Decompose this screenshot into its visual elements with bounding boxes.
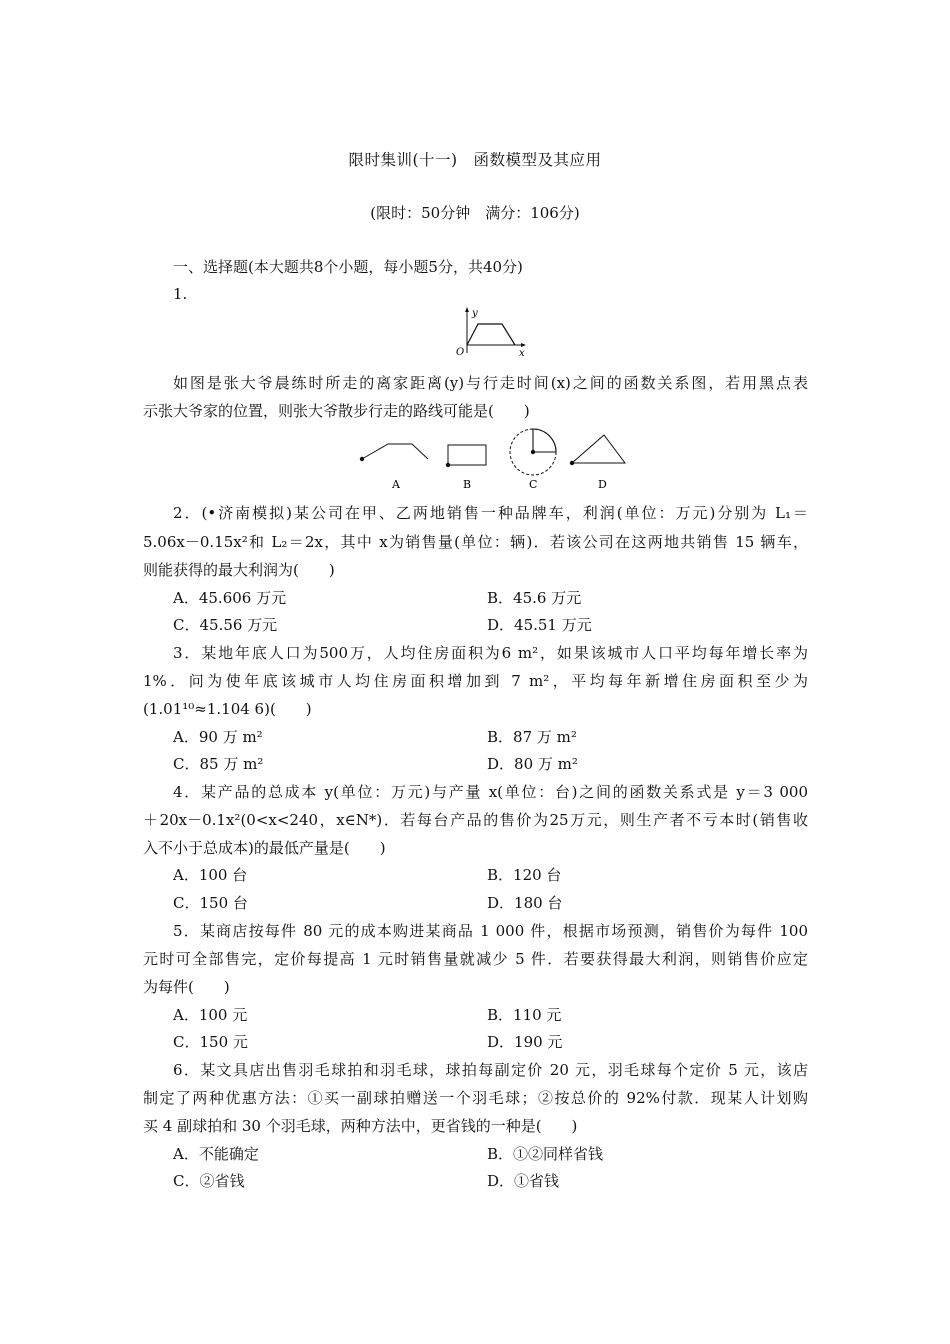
graph-x-arrow — [521, 343, 526, 347]
q4-line1: 4．某产品的总成本 y(单位：万元)与产量 x(单位：台)之间的函数关系式是 y＝3 000 — [173, 783, 808, 801]
q2-option-a: A．45.606 万元 — [173, 589, 287, 607]
q6-line3: 买 4 副球拍和 30 个羽毛球，两种方法中，更省钱的一种是( ) — [143, 1117, 578, 1135]
q1-distance-time-graph — [452, 305, 534, 360]
route-d-label: D — [598, 478, 607, 491]
q6-option-a: A．不能确定 — [173, 1145, 259, 1163]
q6-option-d: D．①省钱 — [487, 1172, 560, 1190]
q3-option-a: A．90 万 m² — [173, 728, 263, 746]
q5-line3: 为每件( ) — [143, 978, 230, 996]
route-a-path — [362, 444, 428, 459]
q1-text-line2: 示张大爷家的位置，则张大爷散步行走的路线可能是( ) — [143, 402, 530, 420]
q3-option-c: C．85 万 m² — [173, 755, 264, 773]
q6-option-b: B．①②同样省钱 — [487, 1145, 604, 1163]
q2-option-b: B．45.6 万元 — [487, 589, 582, 607]
q5-line2: 元时可全部售完，定价每提高 1 元时销售量就减少 5 件．若要获得最大利润，则销售价应定 — [143, 950, 808, 968]
route-d-path — [572, 435, 625, 463]
q3-option-d: D．80 万 m² — [487, 755, 578, 773]
q2-option-d: D．45.51 万元 — [487, 616, 592, 634]
q2-option-c: C．45.56 万元 — [173, 616, 278, 634]
page-title: 限时集训(十一) 函数模型及其应用 — [348, 151, 602, 169]
graph-y-arrow — [465, 307, 469, 312]
q1-number: 1. — [173, 285, 188, 303]
q5-option-a: A．100 元 — [173, 1006, 248, 1024]
q4-option-d: D．180 台 — [487, 894, 563, 912]
q3-line3: (1.01¹⁰≈1.104 6)( ) — [143, 700, 312, 718]
section-heading: 一、选择题(本大题共8个小题，每小题5分，共40分) — [173, 258, 523, 276]
q3-line1: 3．某地年底人口为500万，人均住房面积为6 m²，如果该城市人口平均每年增长率为 — [173, 644, 808, 662]
q4-line3: 入不小于总成本)的最低产量是( ) — [143, 839, 386, 857]
q2-line2: 5.06x－0.15x²和 L₂＝2x，其中 x为销售量(单位：辆)．若该公司在这两地共销售 15 辆车， — [143, 533, 808, 551]
graph-x-label: x — [519, 348, 525, 359]
q4-option-b: B．120 台 — [487, 866, 562, 884]
q4-option-a: A．100 台 — [173, 866, 248, 884]
q4-line2: ＋20x－0.1x²(0<x<240，x∈N*)．若每台产品的售价为25万元，则生产者不亏本时(销售收 — [143, 811, 808, 829]
route-b-label: B — [463, 478, 472, 491]
q2-line3: 则能获得的最大利润为( ) — [143, 561, 335, 579]
route-a-label: A — [392, 478, 400, 491]
q1-text-line1: 如图是张大爷晨练时所走的离家距离(y)与行走时间(x)之间的函数关系图，若用黑点表 — [173, 374, 808, 392]
route-d-home-dot — [570, 461, 574, 465]
q2-line1: 2．(•济南模拟)某公司在甲、乙两地销售一种品牌车，利润(单位：万元)分别为 L₁＝ — [173, 504, 808, 522]
q6-option-c: C．②省钱 — [173, 1172, 245, 1190]
q6-line1: 6．某文具店出售羽毛球拍和羽毛球，球拍每副定价 20 元，羽毛球每个定价 5 元，该店 — [173, 1061, 808, 1079]
q3-line2: 1%．问为使年底该城市人均住房面积增加到 7 m²，平均每年新增住房面积至少为 — [143, 672, 808, 690]
q5-option-b: B．110 元 — [487, 1006, 562, 1024]
time-score-limits: (限时：50分钟 满分：106分) — [370, 204, 580, 222]
route-c-label: C — [529, 478, 538, 491]
q3-option-b: B．87 万 m² — [487, 728, 577, 746]
route-c-path — [533, 429, 556, 452]
route-c-home-dot — [531, 450, 535, 454]
q5-option-c: C．150 元 — [173, 1033, 248, 1051]
graph-trapezoid-curve — [467, 324, 515, 345]
graph-y-label: y — [472, 308, 478, 319]
route-b-home-dot — [446, 463, 450, 467]
q4-option-c: C．150 台 — [173, 894, 248, 912]
route-b-path — [448, 445, 486, 465]
q6-line2: 制定了两种优惠方法：①买一副球拍赠送一个羽毛球；②按总价的 92%付款．现某人计划购 — [143, 1089, 808, 1107]
q1-route-choices — [350, 424, 640, 496]
q5-option-d: D．190 元 — [487, 1033, 563, 1051]
route-a-home-dot — [360, 457, 364, 461]
graph-origin-label: O — [456, 347, 465, 358]
q5-line1: 5．某商店按每件 80 元的成本购进某商品 1 000 件，根据市场预测，销售价为每件 100 — [173, 922, 808, 940]
